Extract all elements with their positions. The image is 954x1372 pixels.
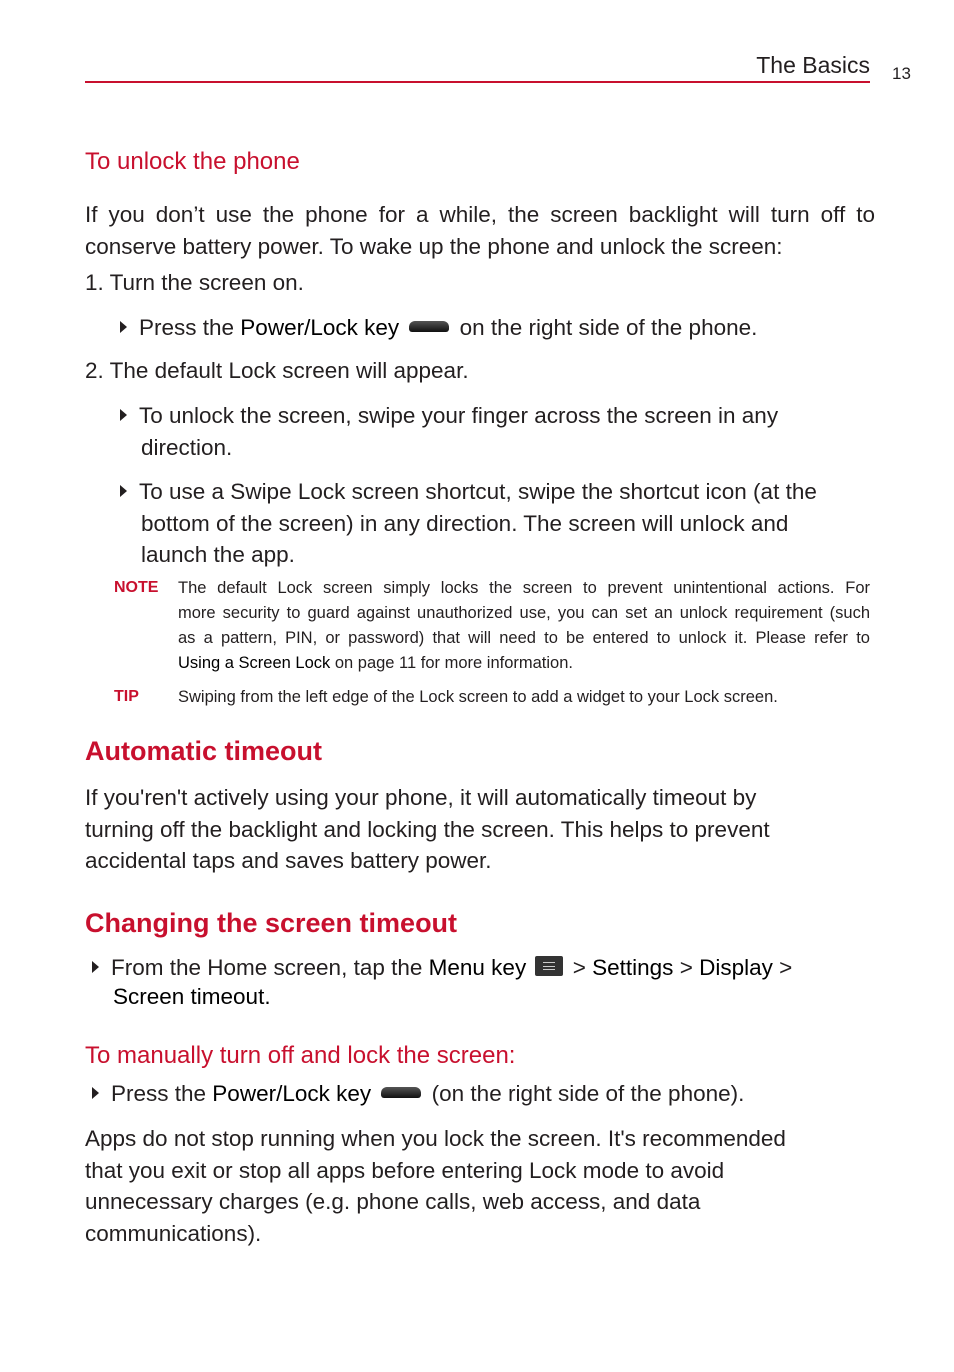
bullet-shortcut-line3: launch the app.: [141, 542, 295, 567]
note-line1: The default Lock screen simply locks the screen to prevent unintentional actions. For: [178, 579, 870, 597]
power-lock-key-icon: [409, 321, 449, 332]
unlock-intro-line2: conserve battery power. To wake up the phone and unlock the screen:: [85, 233, 783, 259]
note-line4-post: on page 11 for more information.: [330, 654, 573, 672]
automatic-line2: turning off the backlight and locking the screen. This helps to prevent: [85, 816, 770, 842]
header-divider: [85, 81, 870, 83]
unlock-intro: [85, 199, 875, 262]
power-lock-key-icon: [381, 1087, 421, 1098]
automatic-timeout-heading: Automatic timeout: [85, 736, 323, 766]
bullet-press-post: on the right side of the phone.: [459, 315, 758, 340]
changing-timeout-instruction: [92, 952, 872, 1012]
automatic-line1: If you'ren't actively using your phone, it will automatically timeout by: [85, 785, 757, 810]
screen-timeout-label: Screen timeout.: [113, 983, 271, 1009]
bullet-press-pre: Press the: [139, 315, 241, 340]
tip-label: TIP: [114, 688, 139, 705]
unlock-intro-line1: If you don’t use the phone for a while, the screen backlight will turn off to: [85, 202, 875, 227]
bullet-press-power: [120, 312, 757, 344]
triangle-bullet-icon: [120, 321, 127, 333]
bullet-swipe-unlock: [120, 400, 778, 463]
automatic-timeout-text: [85, 782, 770, 877]
manual-para-line3: unnecessary charges (e.g. phone calls, web access, and data: [85, 1189, 701, 1214]
note-link-screen-lock[interactable]: Using a Screen Lock: [178, 654, 331, 672]
changing-sep1: >: [566, 955, 593, 980]
bullet-shortcut: [120, 476, 817, 571]
manual-pre: Press the: [111, 1081, 213, 1106]
settings-label: Settings: [592, 955, 674, 980]
automatic-line3: accidental taps and saves battery power.: [85, 848, 492, 873]
note-line3: as a pattern, PIN, or password) that will need to be entered to unlock it. Please refer to: [178, 629, 870, 647]
triangle-bullet-icon: [92, 961, 99, 973]
triangle-bullet-icon: [120, 409, 127, 421]
menu-key-label: Menu key: [428, 955, 527, 980]
display-label: Display: [699, 955, 773, 980]
manual-post: (on the right side of the phone).: [431, 1081, 745, 1106]
manual-paragraph: [85, 1123, 786, 1249]
changing-sep2: >: [673, 955, 700, 980]
unlock-heading: To unlock the phone: [85, 148, 300, 175]
changing-sep3: >: [772, 955, 793, 980]
note-text: [178, 576, 870, 676]
manual-para-line1: Apps do not stop running when you lock the screen. It's recommended: [85, 1126, 786, 1151]
bullet-swipe-line1: To unlock the screen, swipe your finger across the screen in any: [139, 403, 779, 428]
power-lock-key-label: Power/Lock key: [240, 315, 400, 340]
header-section-title: The Basics: [756, 52, 870, 78]
step-2: 2. The default Lock screen will appear.: [85, 358, 469, 383]
bullet-swipe-line2: direction.: [141, 434, 233, 460]
bullet-shortcut-line1: To use a Swipe Lock screen shortcut, swipe the shortcut icon (at the: [139, 479, 817, 504]
manual-lock-heading: To manually turn off and lock the screen:: [85, 1042, 516, 1069]
triangle-bullet-icon: [120, 485, 127, 497]
changing-pre: From the Home screen, tap the: [111, 955, 429, 980]
bullet-manual-press-power: [92, 1078, 744, 1110]
manual-power-lock-key-label: Power/Lock key: [212, 1081, 372, 1106]
tip-text: Swiping from the left edge of the Lock screen to add a widget to your Lock screen.: [178, 688, 778, 706]
manual-para-line4: communications).: [85, 1220, 262, 1246]
bullet-shortcut-line2: bottom of the screen) in any direction. The screen will unlock and: [141, 510, 789, 536]
manual-para-line2: that you exit or stop all apps before entering Lock mode to avoid: [85, 1157, 725, 1183]
changing-timeout-heading: Changing the screen timeout: [85, 908, 458, 938]
triangle-bullet-icon: [92, 1087, 99, 1099]
note-line2: more security to guard against unauthorized use, you can set an unlock requirement (such: [178, 604, 870, 622]
step-1: 1. Turn the screen on.: [85, 270, 304, 295]
note-label: NOTE: [114, 579, 159, 596]
menu-key-icon: [535, 956, 563, 976]
page-number: 13: [892, 64, 911, 83]
